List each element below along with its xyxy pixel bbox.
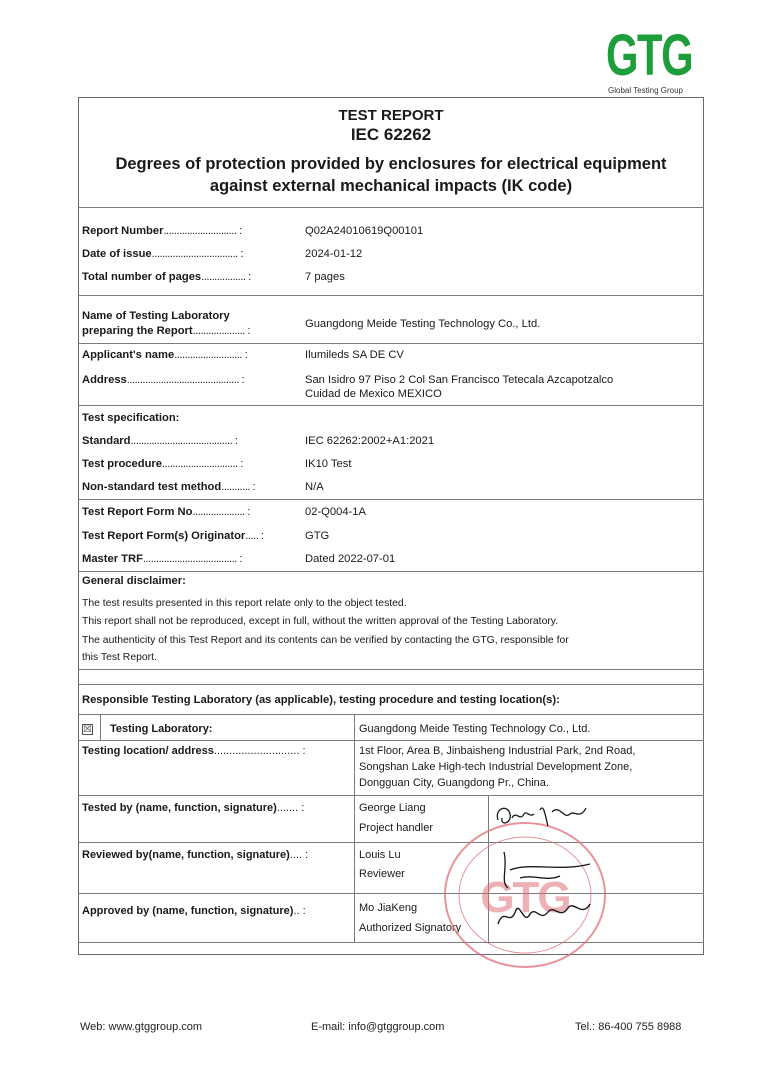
divider [78,684,704,685]
disclaimer-line-4: this Test Report. [82,652,157,663]
address-line-2: Cuidad de Mexico MEXICO [305,388,442,400]
divider [78,893,704,894]
address-line-1: San Isidro 97 Piso 2 Col San Francisco Tetecala Azcapotzalco [305,374,614,386]
total-pages-label: Total number of pages................. : [82,271,251,283]
footer-tel: Tel.: 86-400 755 8988 [575,1021,682,1033]
report-standard: IEC 62262 [350,125,432,144]
divider [78,343,704,344]
disclaimer-line-3: The authenticity of this Test Report and its contents can be verified by contacting the GTG, responsible for [82,635,569,646]
signatures-reviewer-approver [490,848,600,938]
date-of-issue: 2024-01-12 [305,248,363,260]
svg-text:GTG: GTG [480,873,570,922]
applicant-name-label: Applicant's name.......................... : [82,349,248,361]
applicant-name: Ilumileds SA DE CV [305,349,404,361]
logo-mark: GTG [606,23,693,88]
report-subtitle [78,153,704,197]
reviewed-by-label: Reviewed by(name, function, signature).... : [82,849,309,861]
approved-by-name: Mo JiaKeng [359,902,418,914]
tested-by-role: Project handler [359,822,433,834]
testing-location-line-3: Dongguan City, Guangdong Pr., China. [359,777,549,789]
testing-lab-checkbox: ☒ [83,724,92,735]
address-label: Address........................................... : [82,374,245,386]
test-procedure-label: Test procedure............................. : [82,458,243,470]
testing-lab-label: Testing Laboratory: [110,723,213,735]
report-number: Q02A24010619Q00101 [305,225,424,237]
report-title: TEST REPORT [338,107,444,124]
column-divider [100,714,101,740]
disclaimer-line-1: The test results presented in this report relate only to the object tested. [82,598,407,609]
non-standard-method: N/A [305,481,324,493]
logo-tagline: Global Testing Group [608,86,684,95]
testing-location-line-2: Songshan Lake High-tech Industrial Development Zone, [359,761,633,773]
testing-location-line-1: 1st Floor, Area B, Jinbaisheng Industrial Park, 2nd Road, [359,745,636,757]
testing-location-label: Testing location/ address............................ : [82,745,306,757]
master-trf: Dated 2022-07-01 [305,553,396,565]
subtitle-line-2: against external mechanical impacts (IK code) [209,177,573,195]
report-number-label: Report Number............................ : [82,225,242,237]
tested-by-name: George Liang [359,802,426,814]
gtg-logo [604,23,704,98]
total-pages: 7 pages [305,271,345,283]
trf-originator-label: Test Report Form(s) Originator..... : [82,530,264,542]
divider [78,795,704,796]
column-divider [354,714,355,942]
reviewed-by-role: Reviewer [359,868,405,880]
divider [78,405,704,406]
divider [78,295,704,296]
trf-originator: GTG [305,530,330,542]
master-trf-label: Master TRF.................................... : [82,553,243,565]
footer-web: Web: www.gtggroup.com [80,1021,203,1033]
divider [78,714,704,715]
test-spec-heading: Test specification: [82,412,180,424]
lab-name-label-line-2: preparing the Report.................... : [82,325,251,337]
reviewed-by-name: Louis Lu [359,849,401,861]
approved-by-label: Approved by (name, function, signature).. : [82,905,306,917]
responsible-lab-heading: Responsible Testing Laboratory (as applicable), testing procedure and testing location(s): [82,694,560,706]
tested-by-label: Tested by (name, function, signature)....... : [82,802,305,814]
approved-by-role: Authorized Signatory [359,922,462,934]
standard-value: IEC 62262:2002+A1:2021 [305,435,435,447]
disclaimer-heading: General disclaimer: [82,575,186,587]
lab-name-label-line-1: Name of Testing Laboratory [82,310,230,322]
divider [78,669,704,670]
date-of-issue-label: Date of issue................................. : [82,248,243,260]
divider [78,942,704,943]
divider [78,571,704,572]
standard-label: Standard....................................... : [82,435,238,447]
test-procedure: IK10 Test [305,458,352,470]
non-standard-method-label: Non-standard test method........... : [82,481,256,493]
divider [78,740,704,741]
subtitle-line-1: Degrees of protection provided by enclosures for electrical equipment [115,155,667,173]
lab-name: Guangdong Meide Testing Technology Co., Ltd. [305,318,541,330]
signature-george-liang [490,796,600,836]
trf-number-label: Test Report Form No.................... : [82,506,250,518]
divider [78,499,704,500]
disclaimer-line-2: This report shall not be reproduced, except in full, without the written approval of the Testing Laboratory. [82,616,559,627]
divider [78,207,704,208]
divider [78,842,704,843]
trf-number: 02-Q004-1A [305,506,366,518]
footer-email: E-mail: info@gtggroup.com [311,1021,445,1033]
testing-lab-name: Guangdong Meide Testing Technology Co., Ltd. [359,723,591,735]
